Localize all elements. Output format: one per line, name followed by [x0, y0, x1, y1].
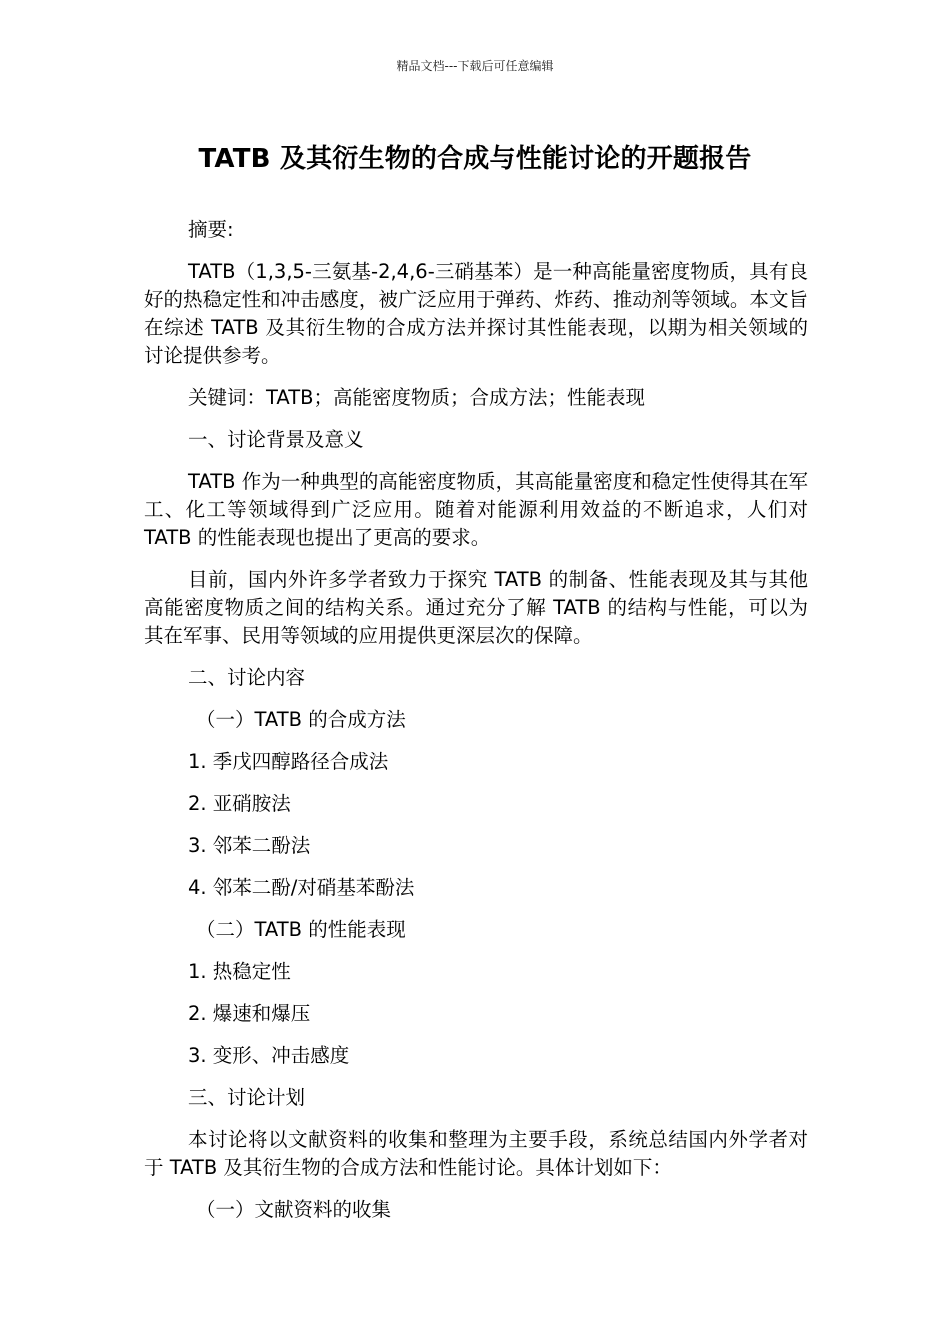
document-body — [144, 216, 808, 1238]
section-heading-content: 二、讨论内容 — [188, 666, 306, 689]
subheading-performance: （二）TATB 的性能表现 — [196, 918, 406, 941]
list-item: 2. 爆速和爆压 — [188, 1002, 311, 1025]
background-paragraph: TATB 作为一种典型的高能密度物质，其高能量密度和稳定性使得其在军工、化工等领域得到广泛应用。随着对能源利用效益的不断追求，人们对 TATB 的性能表现也提出了更高的要求。 — [144, 470, 808, 549]
subheading-synthesis: （一）TATB 的合成方法 — [196, 708, 406, 731]
abstract-label: 摘要: — [188, 218, 234, 241]
abstract-text: TATB（1,3,5-三氨基-2,4,6-三硝基苯）是一种高能量密度物质，具有良好的热稳定性和冲击感度，被广泛应用于弹药、炸药、推动剂等领域。本文旨在综述 TATB 及其衍生物的合成方法并探讨其性能表现，以期为相关领域的讨论提供参考。 — [144, 260, 808, 367]
page-header-note: 精品文档---下载后可任意编辑 — [396, 59, 554, 73]
section-heading-plan: 三、讨论计划 — [188, 1086, 306, 1109]
list-item: 1. 季戊四醇路径合成法 — [188, 750, 389, 773]
keywords-line: 关键词：TATB；高能密度物质；合成方法；性能表现 — [188, 386, 646, 409]
plan-paragraph: 本讨论将以文献资料的收集和整理为主要手段，系统总结国内外学者对于 TATB 及其衍生物的合成方法和性能讨论。具体计划如下： — [144, 1128, 808, 1179]
background-paragraph: 目前，国内外许多学者致力于探究 TATB 的制备、性能表现及其与其他高能密度物质之间的结构关系。通过充分了解 TATB 的结构与性能，可以为其在军事、民用等领域的应用提供更深层次的保障。 — [144, 568, 808, 647]
list-item: 4. 邻苯二酚/对硝基苯酚法 — [188, 876, 415, 899]
subheading-literature: （一）文献资料的收集 — [196, 1198, 392, 1221]
list-item: 3. 邻苯二酚法 — [188, 834, 311, 857]
list-item: 1. 热稳定性 — [188, 960, 291, 983]
document-title: TATB 及其衍生物的合成与性能讨论的开题报告 — [198, 144, 752, 174]
list-item: 2. 亚硝胺法 — [188, 792, 291, 815]
list-item: 3. 变形、冲击感度 — [188, 1044, 350, 1067]
section-heading-background: 一、讨论背景及意义 — [188, 428, 364, 451]
